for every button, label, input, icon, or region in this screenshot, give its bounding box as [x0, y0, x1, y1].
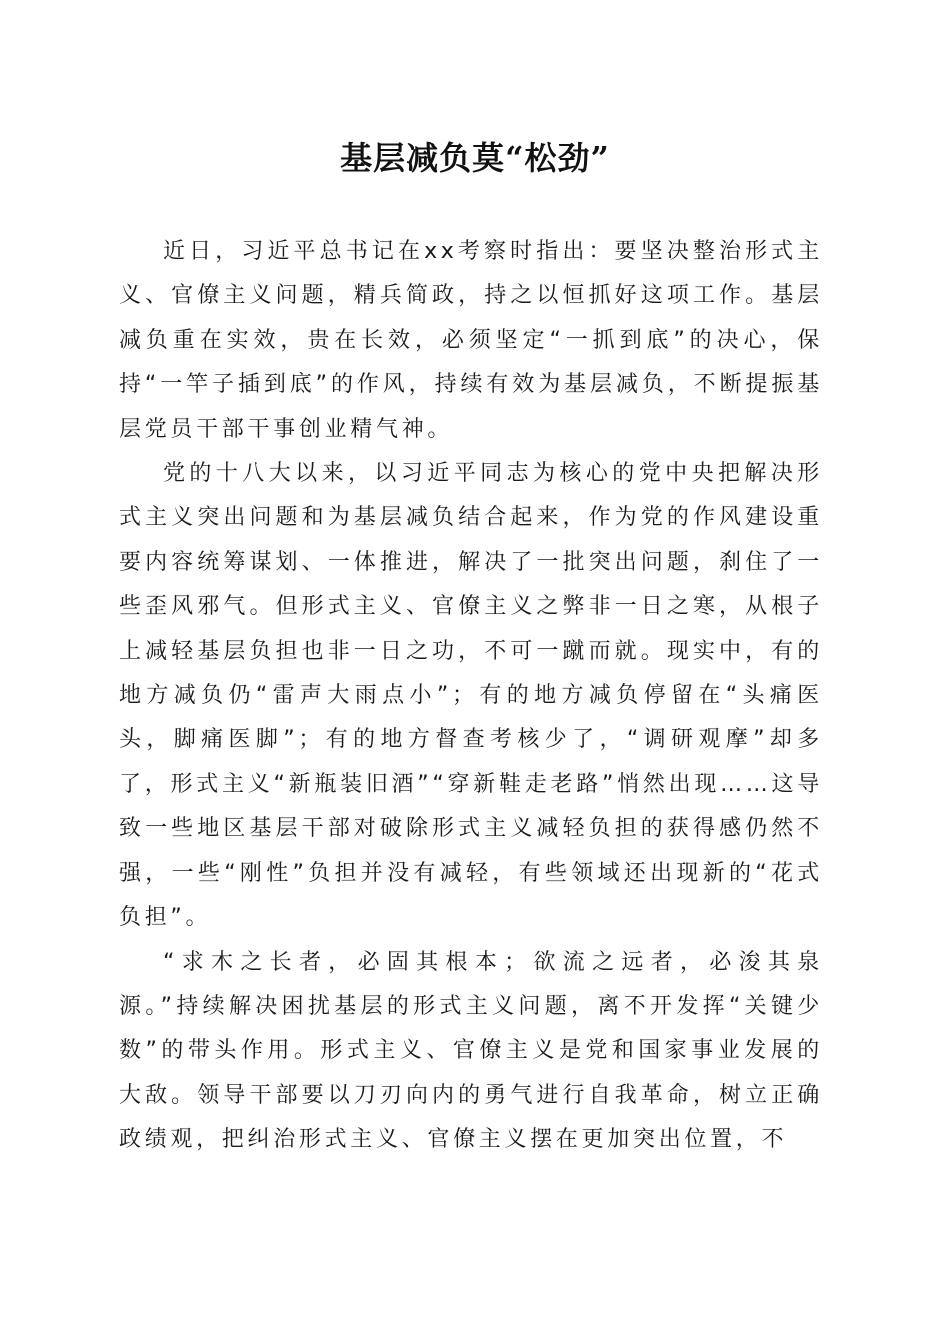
document-body: [119, 230, 823, 1163]
paragraph-3: “求木之长者，必固其根本；欲流之远者，必浚其泉源。”持续解决困扰基层的形式主义问题，离不开发挥“关键少数”的带头作用。形式主义、官僚主义是党和国家事业发展的大敌。领导干部要以刀刃向内的勇气进行自我革命，树立正确政绩观，把纠治形式主义、官僚主义摆在更加突出位置，不: [119, 949, 823, 1153]
paragraph-1: 近日，习近平总书记在xx考察时指出：要坚决整治形式主义、官僚主义问题，精兵简政，持之以恒抓好这项工作。基层减负重在实效，贵在长效，必须坚定“一抓到底”的决心，保持“一竿子插到底”的作风，持续有效为基层减负，不断提振基层党员干部干事创业精气神。: [119, 239, 823, 442]
paragraph-2: 党的十八大以来，以习近平同志为核心的党中央把解决形式主义突出问题和为基层减负结合起来，作为党的作风建设重要内容统筹谋划、一体推进，解决了一批突出问题，刹住了一些歪风邪气。但形式主义、官僚主义之弊非一日之寒，从根子上减轻基层负担也非一日之功，不可一蹴而就。现实中，有的地方减负仍“雷声大雨点小”；有的地方减负停留在“头痛医头，脚痛医脚”；有的地方督查考核少了，“调研观摩”却多了，形式主义“新瓶装旧酒”“穿新鞋走老路”悄然出现……这导致一些地区基层干部对破除形式主义减轻负担的获得感仍然不强，一些“刚性”负担并没有减轻，有些领域还出现新的“花式负担”。: [119, 461, 823, 931]
document-title: 基层减负莫“松劲”: [340, 139, 610, 177]
